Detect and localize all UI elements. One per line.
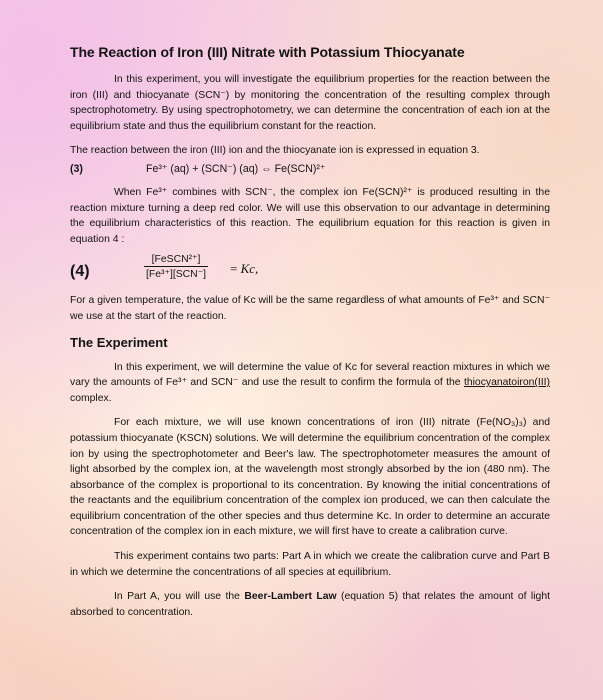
fraction-numerator: [FeSCN²⁺] — [151, 254, 201, 266]
equilibrium-constant — [230, 261, 258, 277]
equation-3-number: (3) — [70, 162, 83, 175]
experiment-paragraph-2: For each mixture, we will use known concentrations of iron (III) nitrate (Fe(NO₃)₃) and potassium thiocyanate (KSCN) solutions. We will determine the equilibrium concentration of the complex ion by using the spectrophotometer and Beer's law. The spectrophotometer measures the amount of light absorbed by the complex ion, at the wavelength most strongly absorbed by the ion (480 nm). The absorbance of the complex is proportional to its concentration. By knowing the initial concentrations of the reactants and the equilibrium concentration of the complex ion produced, we can then calculate the equilibrium concentration of the other species and thus determine Kc. In order to determine an accurate concentration of the complex ion in each mixture, we will first have to create a calibration curve. — [70, 417, 550, 538]
fraction-denominator: [Fe³⁺][SCN⁻] — [146, 269, 207, 281]
intro-paragraph: In this experiment, you will investigate the equilibrium properties for the reaction between the iron (III) and thiocyanate (SCN⁻) by monitoring the concentration of the resulting complex through spectrophotometry. By using spectrophotometry, we can determine the concentration of each ion at the equilibrium state and thus the equilibrium constant for the reaction. — [70, 74, 550, 132]
complex-name: thiocyanatoiron(III) — [463, 377, 550, 389]
equation-4 — [70, 247, 550, 293]
experiment-paragraph-1 — [70, 360, 550, 407]
equation-3-expression: Fe³⁺ (aq) + (SCN⁻) (aq) ⇔ Fe(SCN)²⁺ — [146, 162, 326, 175]
fraction-bar — [144, 266, 208, 267]
equals-sign: = — [230, 261, 238, 277]
document-title: The Reaction of Iron (III) Nitrate with Potassium Thiocyanate — [70, 44, 465, 60]
experiment-paragraph-4-start: In Part A, you will use the — [114, 591, 245, 603]
complex-formation-paragraph: When Fe³⁺ combines with SCN⁻, the complex ion Fe(SCN)²⁺ is produced resulting in the reaction mixture turning a deep red color. We will use this observation to our advantage in determining the equilibrium characteristics of this reaction. The equilibrium equation for this reaction is given in equation 4 : — [70, 186, 550, 245]
experiment-paragraph-1-end: complex. — [70, 392, 112, 404]
section-heading: The Experiment — [70, 334, 168, 350]
temperature-paragraph: For a given temperature, the value of Kc will be the same regardless of what amounts of Fe³⁺ and SCN⁻ we use at the start of the reaction. — [70, 295, 550, 322]
reaction-intro-text: The reaction between the iron (III) ion and the thiocyanate ion is expressed in equation 3. — [70, 145, 480, 157]
equation-3 — [70, 159, 550, 181]
equation-4-number: (4) — [70, 263, 90, 281]
beer-lambert-law: Beer-Lambert Law — [244, 591, 337, 603]
experiment-paragraph-3: This experiment contains two parts: Part A in which we create the calibration curve and Part B in which we determine the concentrations of all species at equilibrium. — [70, 551, 550, 578]
experiment-paragraph-1-text: In this experiment, we will determine the value of Kc for several reaction mixtures in which we vary the amounts of Fe³⁺ and SCN⁻ and use the result to confirm the formula of the — [70, 361, 550, 389]
experiment-paragraph-4 — [70, 589, 550, 620]
kc-symbol: Kc, — [240, 261, 259, 277]
equilibrium-fraction — [144, 253, 208, 280]
experiment-paragraph-4-end: (equation 5) that relates the amount of light absorbed to concentration. — [70, 591, 550, 618]
document-page — [70, 44, 550, 620]
